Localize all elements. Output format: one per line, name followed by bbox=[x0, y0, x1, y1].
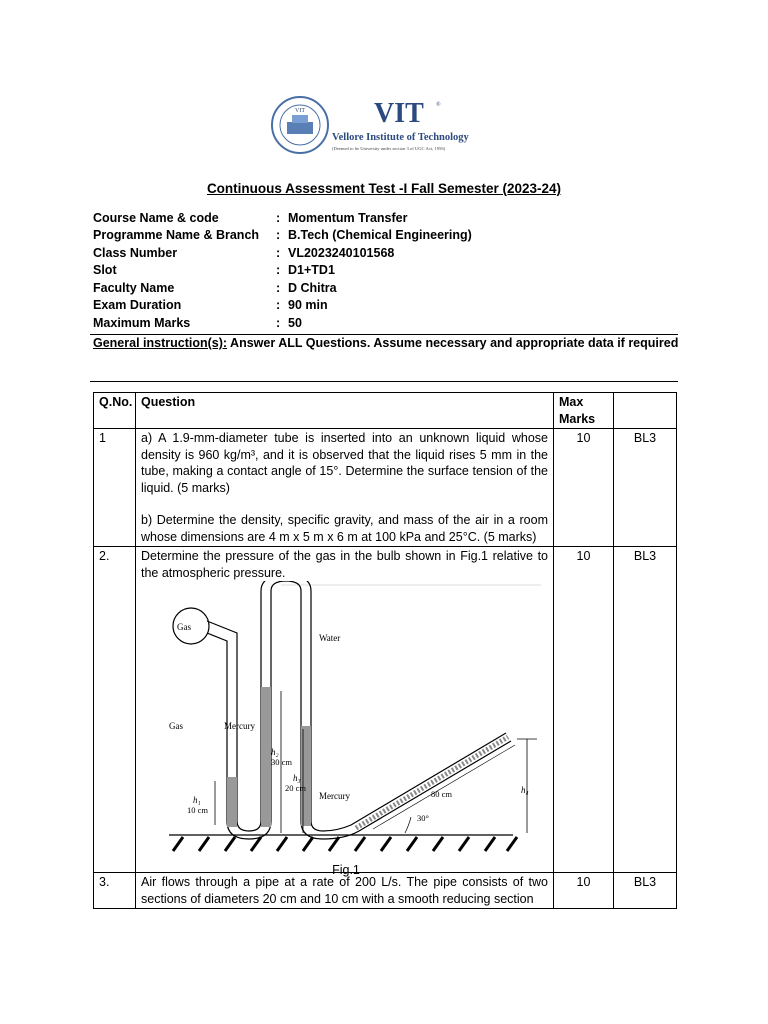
general-instructions bbox=[93, 336, 678, 350]
info-label: Slot bbox=[93, 263, 117, 278]
table-header-row bbox=[94, 393, 677, 429]
course-info bbox=[93, 209, 683, 332]
h4-label: h₄ bbox=[521, 785, 529, 795]
water-label: Water bbox=[319, 633, 341, 643]
test-title: Continuous Assessment Test -I Fall Semester (2023-24) bbox=[206, 181, 562, 196]
info-label: Course Name & code bbox=[93, 210, 219, 225]
info-colon: : bbox=[276, 315, 281, 330]
info-row bbox=[93, 297, 683, 315]
gas-bulb-label: Gas bbox=[177, 622, 191, 632]
manometer-diagram bbox=[141, 581, 551, 857]
table-row bbox=[94, 547, 677, 873]
info-label: Maximum Marks bbox=[93, 315, 191, 330]
question-part-b: b) Determine the density, specific gravity, and mass of the air in a room whose dimensions are 4 m x 5 m x 6 m at 100 kPa and 25°C. (5 marks) bbox=[141, 513, 548, 544]
info-colon: : bbox=[276, 298, 281, 313]
info-value: VL2023240101568 bbox=[288, 245, 395, 260]
question-marks: 10 bbox=[554, 547, 614, 873]
info-row bbox=[93, 227, 683, 245]
vit-emblem-icon bbox=[272, 97, 328, 153]
question-bloom-level: BL3 bbox=[614, 547, 677, 873]
h1-label: h₁ bbox=[193, 795, 201, 805]
info-value: B.Tech (Chemical Engineering) bbox=[288, 228, 472, 243]
info-colon: : bbox=[276, 245, 281, 260]
mercury-right-label: Mercury bbox=[319, 791, 350, 801]
question-number: 3. bbox=[94, 873, 136, 909]
info-row bbox=[93, 279, 683, 297]
info-colon: : bbox=[276, 228, 281, 243]
header-bloom-level bbox=[614, 393, 677, 429]
info-value: 90 min bbox=[288, 298, 328, 313]
info-row bbox=[93, 262, 683, 280]
figure-caption: Fig.1 bbox=[332, 862, 360, 877]
info-value: D1+TD1 bbox=[288, 263, 335, 278]
header-question: Question bbox=[136, 393, 554, 429]
question-bloom-level: BL3 bbox=[614, 429, 677, 547]
h1-value: 10 cm bbox=[187, 805, 209, 815]
info-colon: : bbox=[276, 280, 281, 295]
header-max-marks: Max Marks bbox=[554, 393, 614, 429]
header-qno: Q.No. bbox=[94, 393, 136, 429]
ground-hatch bbox=[173, 837, 517, 851]
info-row bbox=[93, 209, 683, 227]
brand-name: VIT bbox=[374, 98, 424, 129]
mercury-left-label: Mercury bbox=[224, 721, 255, 731]
info-value: D Chitra bbox=[288, 280, 337, 295]
table-row bbox=[94, 429, 677, 547]
h2-value: 30 cm bbox=[271, 757, 293, 767]
institute-tagline: (Deemed to be University under section 3 of UGC Act, 1956) bbox=[332, 146, 446, 151]
divider bbox=[90, 381, 678, 382]
question-number: 1 bbox=[94, 429, 136, 547]
question-bloom-level: BL3 bbox=[614, 873, 677, 909]
question-text bbox=[136, 547, 554, 877]
question-table bbox=[93, 392, 677, 909]
u-tube-inner bbox=[237, 581, 311, 831]
h2-label: h₂ bbox=[271, 747, 279, 757]
incline-angle: 30° bbox=[417, 813, 429, 823]
incline-length: 80 cm bbox=[431, 789, 453, 799]
vit-logo bbox=[270, 92, 490, 158]
info-label: Programme Name & Branch bbox=[93, 228, 260, 243]
info-value: Momentum Transfer bbox=[288, 210, 408, 225]
question-text: Air flows through a pipe at a rate of 200 L/s. The pipe consists of two sections of diameters 20 cm and 10 cm with a smooth reducing section bbox=[136, 873, 554, 909]
info-colon: : bbox=[276, 210, 281, 225]
h3-value: 20 cm bbox=[285, 783, 307, 793]
info-label: Class Number bbox=[93, 245, 178, 260]
info-colon: : bbox=[276, 263, 281, 278]
question-part-a: a) A 1.9-mm-diameter tube is inserted into an unknown liquid whose density is 960 kg/m³, and it is observed that the liquid rises 5 mm in the tube, making a contact angle of 15°. Determine the surface tension of the liquid. (5 marks) bbox=[141, 431, 548, 495]
info-label: Exam Duration bbox=[93, 298, 182, 313]
divider bbox=[90, 334, 678, 335]
emblem-text: VIT bbox=[295, 108, 305, 114]
question-body: Determine the pressure of the gas in the bulb shown in Fig.1 relative to the atmospheric pressure. bbox=[141, 549, 548, 580]
manometer-figure bbox=[141, 581, 551, 877]
question-marks: 10 bbox=[554, 873, 614, 909]
info-label: Faculty Name bbox=[93, 280, 175, 295]
registered-mark: ® bbox=[436, 102, 441, 108]
question-marks: 10 bbox=[554, 429, 614, 547]
gas-label: Gas bbox=[169, 721, 183, 731]
info-value: 50 bbox=[288, 315, 302, 330]
info-row bbox=[93, 314, 683, 332]
general-instructions-label: General instruction(s): bbox=[93, 336, 228, 350]
question-number: 2. bbox=[94, 547, 136, 873]
h3-label: h₃ bbox=[293, 773, 301, 783]
general-instructions-text: Answer ALL Questions. Assume necessary and appropriate data if required bbox=[227, 336, 679, 350]
info-row bbox=[93, 244, 683, 262]
question-text bbox=[136, 429, 554, 547]
institute-name: Vellore Institute of Technology bbox=[332, 132, 469, 143]
